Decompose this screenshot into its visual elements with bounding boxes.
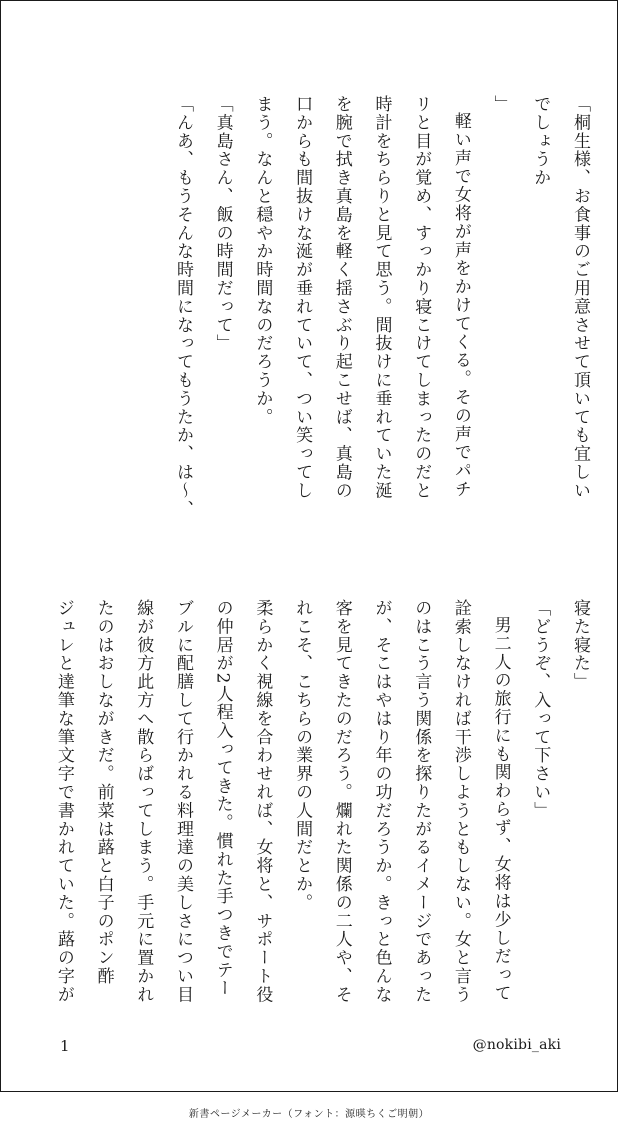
text-line: ブルに配膳して行かれる料理達の美しさについ目 — [172, 599, 193, 1004]
text-line: 」 — [490, 95, 511, 114]
text-line: を腕で拭き真島を軽く揺さぶり起こせば、真島の — [331, 95, 352, 500]
text-line: れこそ、こちらの業界の人間だとか。 — [292, 599, 313, 912]
text-line: のはこう言う関係を探りたがるイメージであった — [411, 599, 432, 1004]
text-line: リと目が覚め、すっかり寝こけてしまったのだと — [411, 95, 432, 500]
text-line: 詮索しなければ干渉しようともしない。女と言う — [450, 599, 471, 1004]
text-line: ジュレと達筆な筆文字で書かれていた。蕗の字が — [53, 599, 74, 1004]
text-line: 寝た寝た」 — [570, 599, 590, 691]
text-line: でしょうか — [530, 95, 551, 187]
author-handle: @nokibi_aki — [472, 1037, 561, 1053]
text-line: 「真島さん、飯の時間だって」 — [212, 95, 233, 353]
text-line: たのはおしながきだ。前菜は蕗と白子のポン酢 — [93, 599, 114, 986]
text-line: 時計をちらりと見て思う。間抜けに垂れていた涎 — [371, 95, 392, 500]
text-line: 線が彼方此方へ散らばってしまう。手元に置かれ — [133, 599, 154, 1004]
text-line: まう。なんと穏やか時間なのだろうか。 — [252, 95, 273, 427]
text-line: 柔らかく視線を合わせれば、女将と、サポート役 — [252, 599, 273, 1004]
text-column-bottom — [21, 599, 599, 1005]
text-line: の仲居が2人程入ってきた。慣れた手つきでテー — [212, 599, 233, 998]
page-number: 1 — [60, 1037, 70, 1055]
text-line: 「んあ、もうそんな時間になってもうたか、は〜、 — [172, 95, 193, 519]
generator-credit: 新書ページメーカー（フォント：源暎ちくご明朝） — [188, 1109, 430, 1120]
text-column-top — [21, 95, 599, 529]
text-line: 軽い声で女将が声をかけてくる。その声でパチ — [450, 112, 471, 499]
text-line: が、そこはやはり年の功だろうか。きっと色んな — [371, 599, 392, 1004]
text-line: 「どうぞ、入って下さい」 — [530, 599, 551, 820]
text-line: 男二人の旅行にも関わらず、女将は少しだって — [490, 616, 511, 1003]
text-line: 「桐生様、お食事のご用意させて頂いても宜しい — [570, 95, 590, 500]
text-line: 客を見てきたのだろう。爛れた関係の二人や、そ — [331, 599, 352, 1004]
text-line: 口からも間抜けな涎が垂れていて、つい笑ってし — [292, 95, 313, 500]
